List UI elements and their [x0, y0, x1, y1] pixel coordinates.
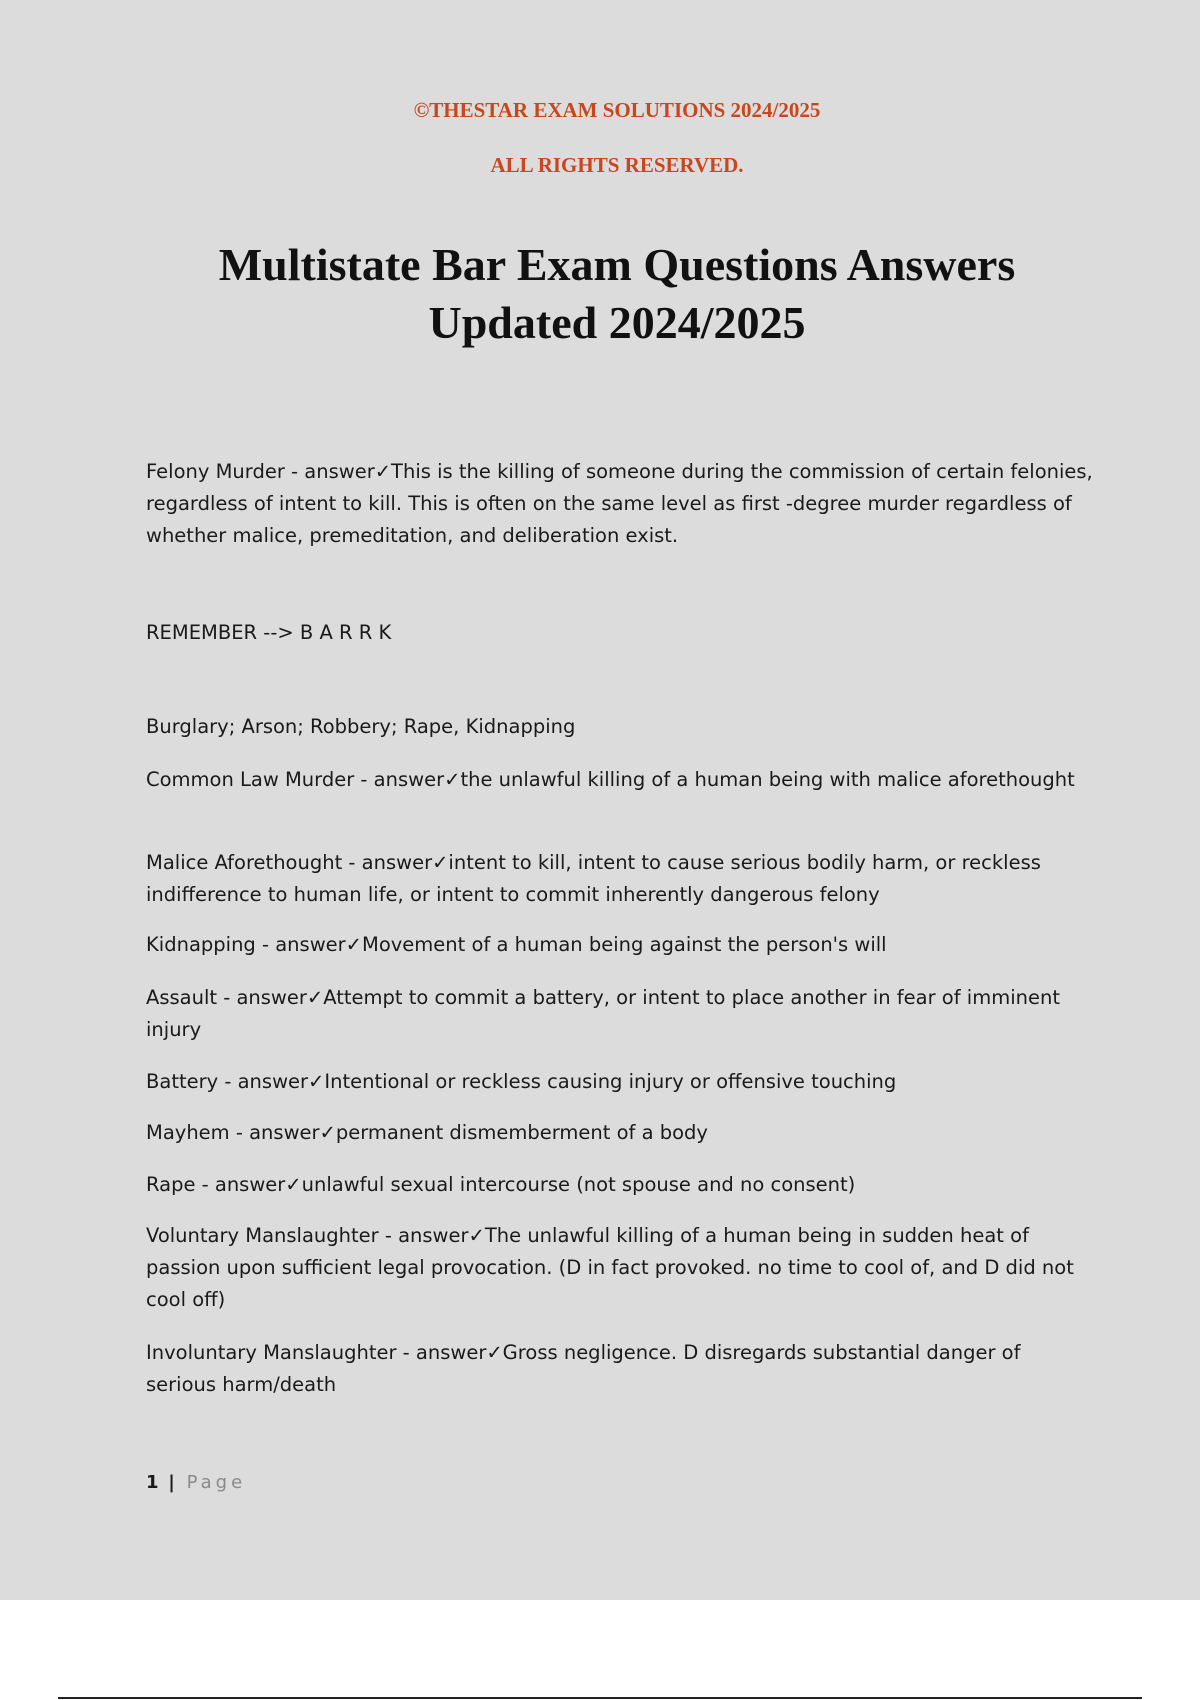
entry-battery: Battery - answer✓Intentional or reckless causing injury or offensive touching: [146, 1070, 897, 1093]
next-page-top-rule: [58, 1697, 1142, 1699]
entry-barrk-list: Burglary; Arson; Robbery; Rape, Kidnapping: [146, 715, 576, 738]
entry-malice-aforethought: Malice Aforethought - answer✓intent to kill, intent to cause serious bodily harm, or reckless indifference to human life, or intent to commit inherently dangerous felony: [146, 851, 1041, 906]
entry-common-law-murder: Common Law Murder - answer✓the unlawful killing of a human being with malice aforethought: [146, 768, 1075, 791]
entry-involuntary-manslaughter: Involuntary Manslaughter - answer✓Gross negligence. D disregards substantial danger of serious harm/death: [146, 1341, 1021, 1396]
entry-assault: Assault - answer✓Attempt to commit a battery, or intent to place another in fear of imminent injury: [146, 986, 1060, 1041]
page-separator: |: [168, 1472, 175, 1493]
entry-felony-murder: Felony Murder - answer✓This is the killing of someone during the commission of certain felonies, regardless of intent to kill. This is often on the same level as first -degree murder regardless of whether malice, premeditation, and deliberation exist.: [146, 460, 1093, 547]
entry-kidnapping: Kidnapping - answer✓Movement of a human being against the person's will: [146, 933, 887, 956]
page-number: 1: [146, 1472, 159, 1493]
document-title: [0, 236, 1200, 352]
entry-mayhem: Mayhem - answer✓permanent dismemberment of a body: [146, 1121, 708, 1144]
title-line-2: Updated 2024/2025: [428, 297, 806, 348]
title-line-1: Multistate Bar Exam Questions Answers: [218, 239, 1016, 290]
entry-rape: Rape - answer✓unlawful sexual intercourse (not spouse and no consent): [146, 1173, 856, 1196]
copyright-line: ©THESTAR EXAM SOLUTIONS 2024/2025: [413, 98, 821, 122]
page-label: Page: [186, 1472, 247, 1493]
page-footer: [146, 1472, 246, 1493]
rights-reserved-line: ALL RIGHTS RESERVED.: [490, 153, 744, 177]
entry-remember: REMEMBER --> B A R R K: [146, 621, 392, 644]
entry-voluntary-manslaughter: Voluntary Manslaughter - answer✓The unlawful killing of a human being in sudden heat of passion upon sufficient legal provocation. (D in fact provoked. no time to cool of, and D did not cool off): [146, 1224, 1074, 1311]
